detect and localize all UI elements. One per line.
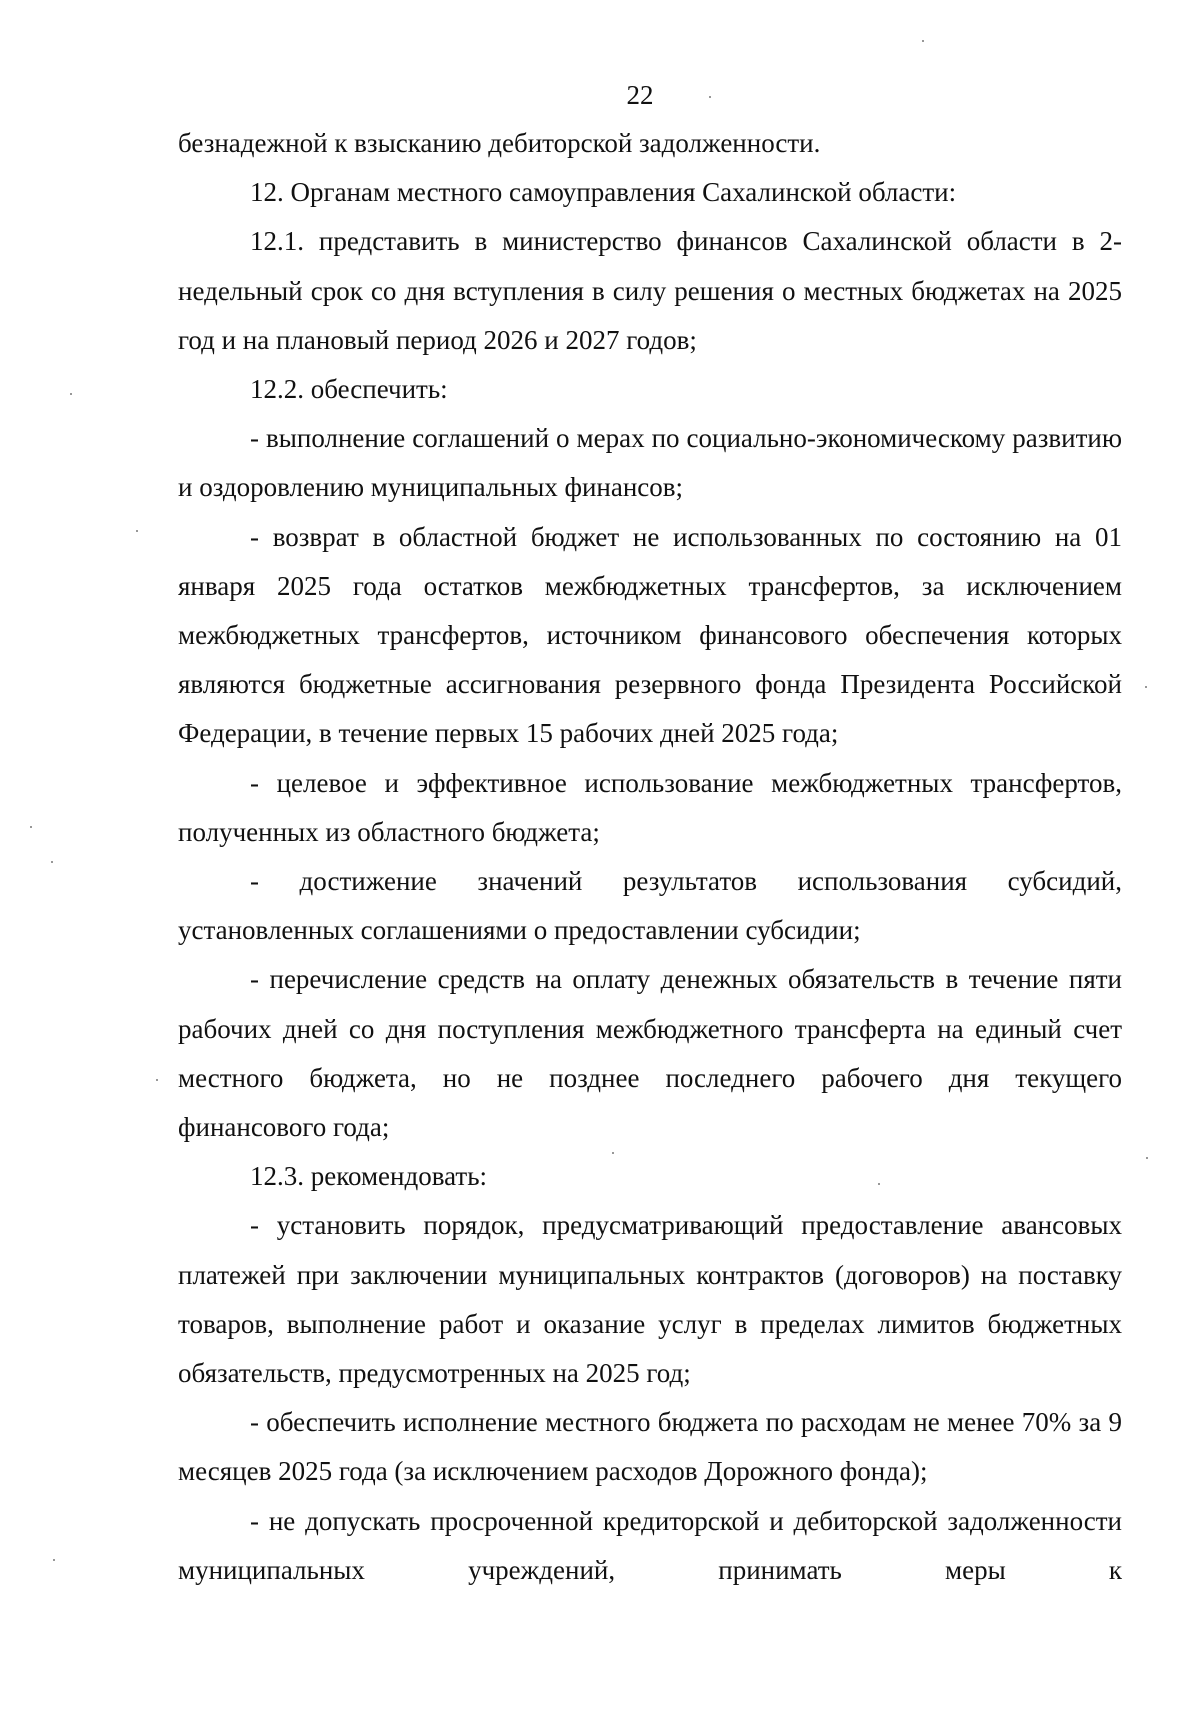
paragraph-5: - выполнение соглашений о мерах по социально-экономическому развитию и оздоровлению муниципальных финансов; <box>178 423 1122 503</box>
paragraph-11: - установить порядок, предусматривающий предоставление авансовых платежей при заключении муниципальных контрактов (договоров) на поставку товаров, выполнение работ и оказание услуг в пределах лимитов бюджетных обязательств, предусмотренных на 2025 год; <box>178 1210 1122 1389</box>
scan-speck <box>709 96 711 98</box>
paragraph-1: безнадежной к взысканию дебиторской задолженности. <box>178 128 821 158</box>
paragraph-13: - не допускать просроченной кредиторской и дебиторской задолженности муниципальных учреждений, принимать меры к <box>178 1505 1122 1585</box>
scan-speck <box>878 1183 880 1185</box>
paragraph-4: 12.2. обеспечить: <box>250 374 448 405</box>
paragraph-2: 12. Органам местного самоуправления Сахалинской области: <box>250 177 957 208</box>
scan-speck <box>1145 686 1147 688</box>
paragraph-8: - достижение значений результатов использования субсидий, установленных соглашениями о предоставлении субсидии; <box>178 866 1122 946</box>
paragraph-3: 12.1. представить в министерство финансов Сахалинской области в 2-недельный срок со дня вступления в силу решения о местных бюджетах на 2025 год и на плановый период 2026 и 2027 годов; <box>178 226 1122 355</box>
paragraph-9: - перечисление средств на оплату денежных обязательств в течение пяти рабочих дней со дня поступления межбюджетного трансферта на единый счет местного бюджета, но не позднее последнего рабочего дня текущего финансового года; <box>178 964 1122 1143</box>
scan-speck <box>30 826 32 828</box>
scan-speck <box>612 1152 614 1154</box>
paragraph-6: - возврат в областной бюджет не использованных по состоянию на 01 января 2025 года остатков межбюджетных трансфертов, за исключением межбюджетных трансфертов, источником финансового обеспечения которых являются бюджетные ассигнования резервного фонда Президента Российской Федерации, в течение первых 15 рабочих дней 2025 года; <box>178 521 1122 749</box>
scan-speck <box>156 1079 158 1081</box>
paragraph-10: 12.3. рекомендовать: <box>250 1161 488 1192</box>
paragraph-7: - целевое и эффективное использование межбюджетных трансфертов, полученных из областного бюджета; <box>178 767 1122 847</box>
scan-speck <box>70 393 72 395</box>
paragraph-12: - обеспечить исполнение местного бюджета по расходам не менее 70% за 9 месяцев 2025 года (за исключением расходов Дорожного фонда); <box>178 1407 1122 1487</box>
scan-speck <box>1146 1157 1148 1159</box>
page-number: 22 <box>626 80 654 110</box>
scan-speck <box>922 40 924 42</box>
scan-speck <box>51 861 53 863</box>
document-body <box>178 119 1122 1595</box>
scan-speck <box>136 530 138 532</box>
scan-speck <box>53 1559 55 1561</box>
